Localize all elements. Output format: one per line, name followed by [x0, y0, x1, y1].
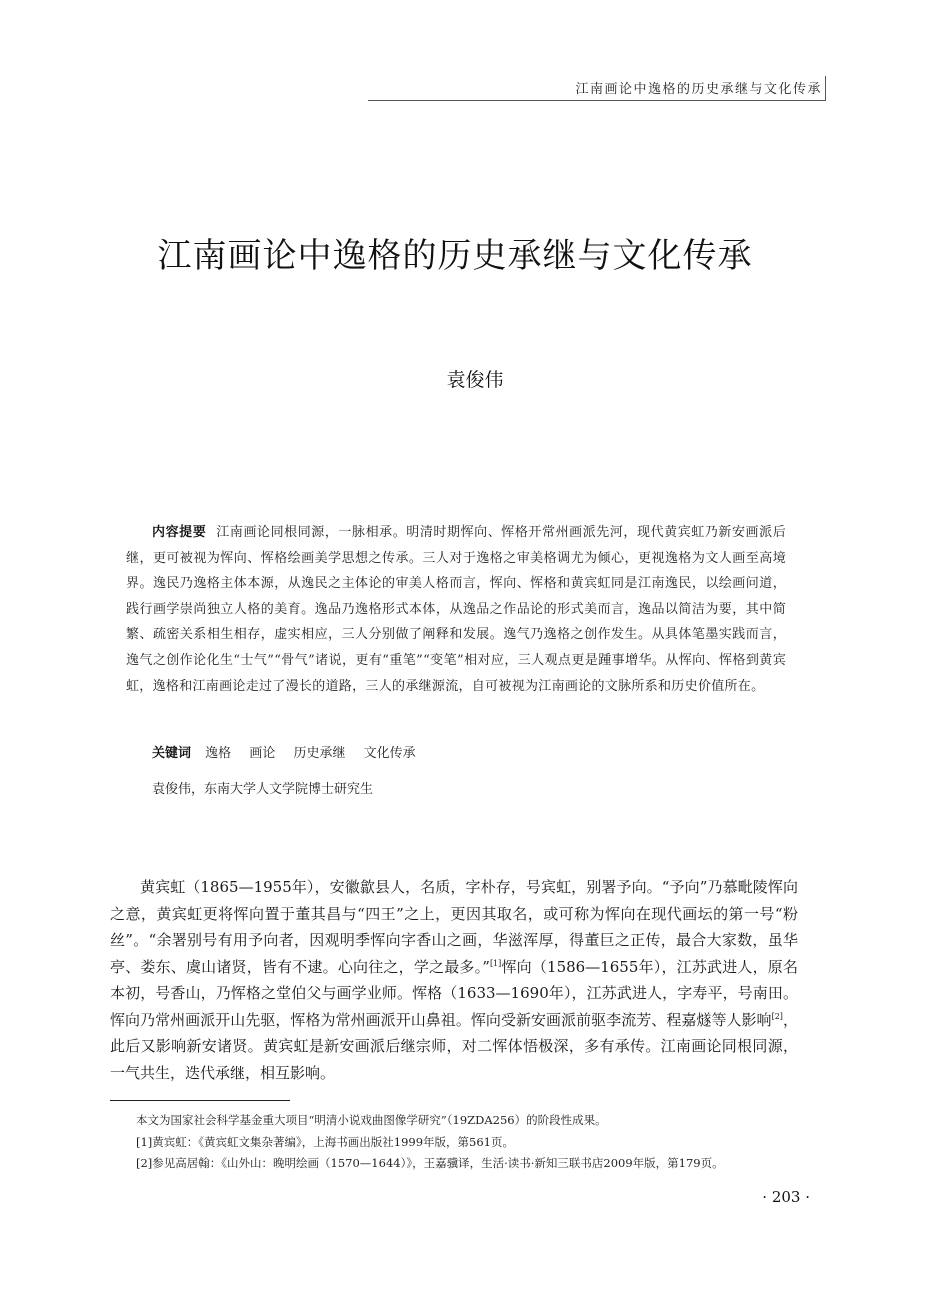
- keywords-label: 关键词: [152, 746, 192, 761]
- footnote-item: [1]黄宾虹：《黄宾虹文集杂著编》，上海书画出版社1999年版，第561页。: [136, 1134, 515, 1149]
- keyword-item: 画论: [249, 746, 276, 761]
- footnote-ref[interactable]: [2]: [771, 1011, 783, 1021]
- running-header: [368, 76, 826, 101]
- running-header-divider: [825, 76, 826, 100]
- body-text-part: 恽向（1586—1655年），江苏武进人，原名本初，号香山，乃恽格之堂伯父与画学业师。恽格（1633—1690年），江苏武进人，字寿平，号南田。恽向乃常州画派开山先驱，恽格为常州画派开山鼻祖。恽向受新安画派前驱李流芳、程嘉燧等人影响: [110, 957, 798, 1029]
- running-header-text: 江南画论中逸格的历史承继与文化传承: [575, 82, 822, 97]
- page-number: · 203 ·: [762, 1188, 810, 1206]
- keywords: [152, 742, 782, 761]
- footnote-funding: 本文为国家社会科学基金重大项目“明清小说戏曲图像学研究”（19ZDA256）的阶段性成果。: [136, 1113, 607, 1127]
- keyword-item: 逸格: [205, 746, 232, 761]
- article-title: 江南画论中逸格的历史承继与文化传承: [157, 236, 753, 276]
- body-text-part: 黄宾虹（1865—1955年），安徽歙县人，名质，字朴存，号宾虹，别署予向。“予向”乃慕毗陵恽向之意，黄宾虹更将恽向置于董其昌与“四王”之上，更因其取名，或可称为恽向在现代画坛的第一号“粉丝”。“余署别号有用予向者，因观明季恽向字香山之画，华滋浑厚，得董巨之正传，最合大家数，虽华亭、娄东、虞山诸贤，皆有不逮。心向往之，学之最多。”: [110, 878, 798, 976]
- footnotes: [136, 1110, 816, 1175]
- abstract: [126, 520, 786, 699]
- abstract-label: 内容提要: [152, 525, 207, 540]
- author-name: 袁俊伟: [446, 369, 504, 391]
- footnote-item: [2]参见高居翰：《山外山：晚明绘画（1570—1644）》，王嘉骥译，生活·读书·新知三联书店2009年版，第179页。: [136, 1156, 724, 1170]
- abstract-text: 江南画论同根同源，一脉相承。明清时期恽向、恽格开常州画派先河，现代黄宾虹乃新安画派后继，更可被视为恽向、恽格绘画美学思想之传承。三人对于逸格之审美格调尤为倾心，更视逸格为文人画至高境界。逸民乃逸格主体本源，从逸民之主体论的审美人格而言，恽向、恽格和黄宾虹同是江南逸民，以绘画问道，践行画学崇尚独立人格的美育。逸品乃逸格形式本体，从逸品之作品论的形式美而言，逸品以简洁为要，其中简繁、疏密关系相生相存，虚实相应，三人分别做了阐释和发展。逸气乃逸格之创作发生。从具体笔墨实践而言，逸气之创作论化生“士气”“骨气”诸说，更有“重笔”“变笔”相对应，三人观点更是踵事增华。从恽向、恽格到黄宾虹，逸格和江南画论走过了漫长的道路，三人的承继源流，自可被视为江南画论的文脉所系和历史价值所在。: [126, 525, 787, 694]
- keyword-item: 历史承继: [293, 746, 346, 761]
- body-paragraph: [110, 874, 798, 1086]
- keyword-item: 文化传承: [363, 746, 416, 761]
- author-affiliation: 袁俊伟，东南大学人文学院博士研究生: [152, 782, 374, 797]
- body-text-part: ，此后又影响新安诸贤。黄宾虹是新安画派后继宗师，对二恽体悟极深，多有承传。江南画论同根同源，一气共生，迭代承继，相互影响。: [110, 1010, 798, 1082]
- footnote-divider: [110, 1100, 290, 1101]
- footnote-ref[interactable]: [1]: [489, 958, 502, 968]
